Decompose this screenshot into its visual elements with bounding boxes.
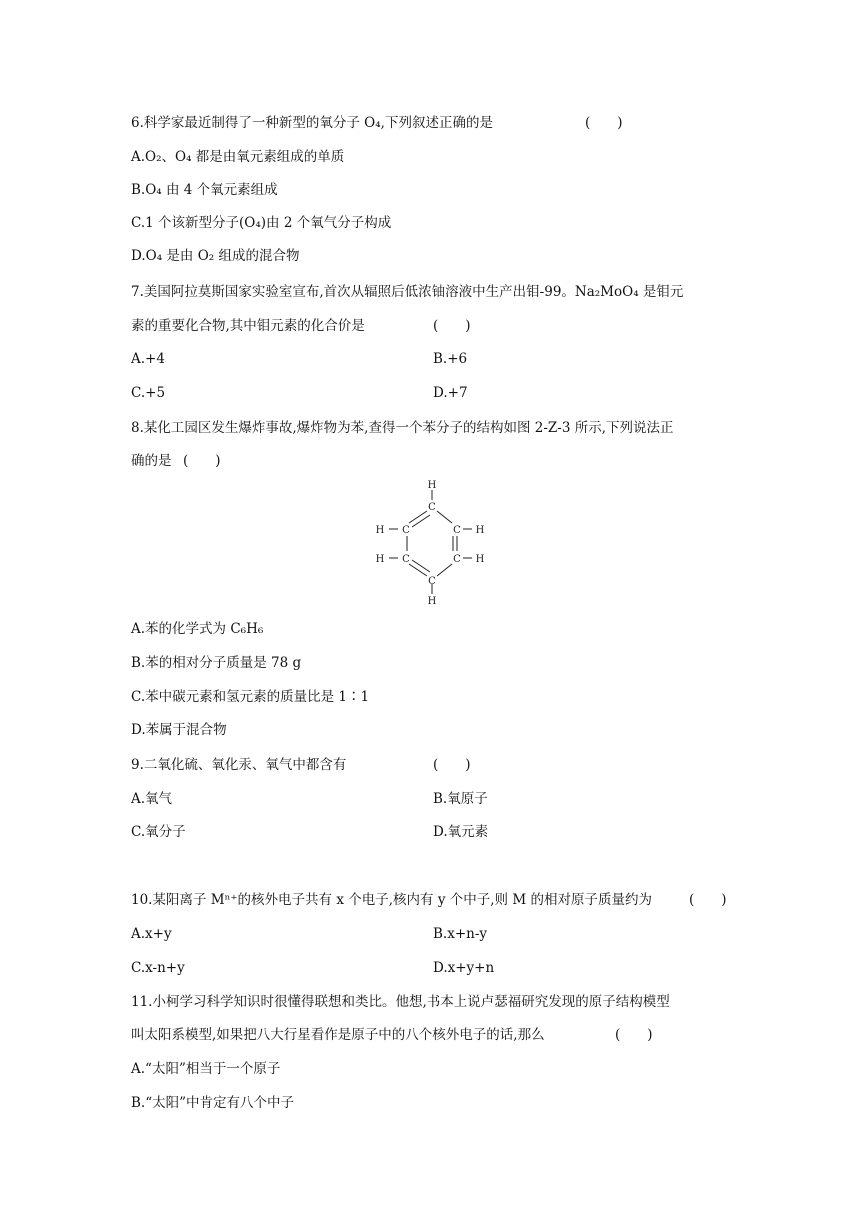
benzene-atom-c-upper-left: C <box>402 525 410 536</box>
q7-stem-line1: 7.美国阿拉莫斯国家实验室宣布,首次从辐照后低浓铀溶液中生产出钼-99。Na₂MoO₄ 是钼元 <box>131 284 684 300</box>
benzene-atom-h-upper-right: H <box>475 525 485 536</box>
q6-option-d[interactable]: D.O₄ 是由 O₂ 组成的混合物 <box>131 248 300 264</box>
q9-stem: 9.二氧化硫、氧化汞、氧气中都含有 <box>131 757 347 773</box>
benzene-atom-h-upper-left: H <box>375 525 385 536</box>
q8-stem-line2: 确的是 <box>131 453 172 469</box>
q9-option-c[interactable]: C.氧分子 <box>131 824 186 840</box>
q11-option-b[interactable]: B.“太阳”中肯定有八个中子 <box>131 1095 295 1111</box>
q8-stem-line1: 8.某化工园区发生爆炸事故,爆炸物为苯,查得一个苯分子的结构如图 2-Z-3 所示,下列说法正 <box>131 420 674 436</box>
q11-option-a[interactable]: A.“太阳”相当于一个原子 <box>131 1061 281 1077</box>
q8-option-b[interactable]: B.苯的相对分子质量是 78 g <box>131 655 302 671</box>
q8-answer-paren[interactable]: ( ) <box>183 453 221 469</box>
q7-option-b[interactable]: B.+6 <box>433 351 468 367</box>
q8-option-d[interactable]: D.苯属于混合物 <box>131 722 227 738</box>
q10-stem: 10.某阳离子 Mⁿ⁺的核外电子共有 x 个电子,核内有 y 个中子,则 M 的相对原子质量约为 <box>131 892 652 908</box>
q10-option-c[interactable]: C.x-n+y <box>131 960 185 976</box>
q6-option-c[interactable]: C.1 个该新型分子(O₄)由 2 个氧气分子构成 <box>131 215 392 231</box>
q11-stem-line2: 叫太阳系模型,如果把八大行星看作是原子中的八个核外电子的话,那么 <box>131 1027 545 1043</box>
q9-option-d[interactable]: D.氧元素 <box>433 824 489 840</box>
benzene-atom-h-top: H <box>427 480 437 491</box>
q10-answer-paren[interactable]: ( ) <box>689 892 727 908</box>
q11-stem-line1: 11.小柯学习科学知识时很懂得联想和类比。他想,书本上说卢瑟福研究发现的原子结构模型 <box>131 994 670 1010</box>
q10-option-b[interactable]: B.x+n-y <box>433 926 488 942</box>
q8-option-a[interactable]: A.苯的化学式为 C₆H₆ <box>131 621 264 637</box>
q8-option-c[interactable]: C.苯中碳元素和氢元素的质量比是 1∶1 <box>131 689 370 705</box>
q10-option-a[interactable]: A.x+y <box>131 926 172 942</box>
benzene-atom-c-upper-right: C <box>453 525 461 536</box>
q9-option-a[interactable]: A.氧气 <box>131 791 173 807</box>
q6-answer-paren[interactable]: ( ) <box>585 115 623 131</box>
q7-option-c[interactable]: C.+5 <box>131 385 166 401</box>
benzene-atom-c-bottom: C <box>428 576 436 587</box>
q7-option-a[interactable]: A.+4 <box>131 351 165 367</box>
q7-answer-paren[interactable]: ( ) <box>433 318 471 334</box>
q6-stem: 6.科学家最近制得了一种新型的氧分子 O₄,下列叙述正确的是 <box>131 115 493 131</box>
q7-stem-line2: 素的重要化合物,其中钼元素的化合价是 <box>131 318 365 334</box>
benzene-atom-c-lower-right: C <box>453 554 461 565</box>
q9-option-b[interactable]: B.氧原子 <box>433 791 488 807</box>
q10-option-d[interactable]: D.x+y+n <box>433 960 495 976</box>
benzene-atom-h-lower-right: H <box>475 554 485 565</box>
q11-answer-paren[interactable]: ( ) <box>615 1027 653 1043</box>
benzene-atom-c-top: C <box>428 502 436 513</box>
benzene-atom-c-lower-left: C <box>402 554 410 565</box>
benzene-atom-h-bottom: H <box>427 596 437 607</box>
q9-answer-paren[interactable]: ( ) <box>433 757 471 773</box>
q6-option-b[interactable]: B.O₄ 由 4 个氧元素组成 <box>131 182 278 198</box>
benzene-structure-diagram <box>360 478 500 608</box>
benzene-atom-h-lower-left: H <box>375 554 385 565</box>
q6-option-a[interactable]: A.O₂、O₄ 都是由氧元素组成的单质 <box>131 149 345 165</box>
q7-option-d[interactable]: D.+7 <box>433 385 468 401</box>
